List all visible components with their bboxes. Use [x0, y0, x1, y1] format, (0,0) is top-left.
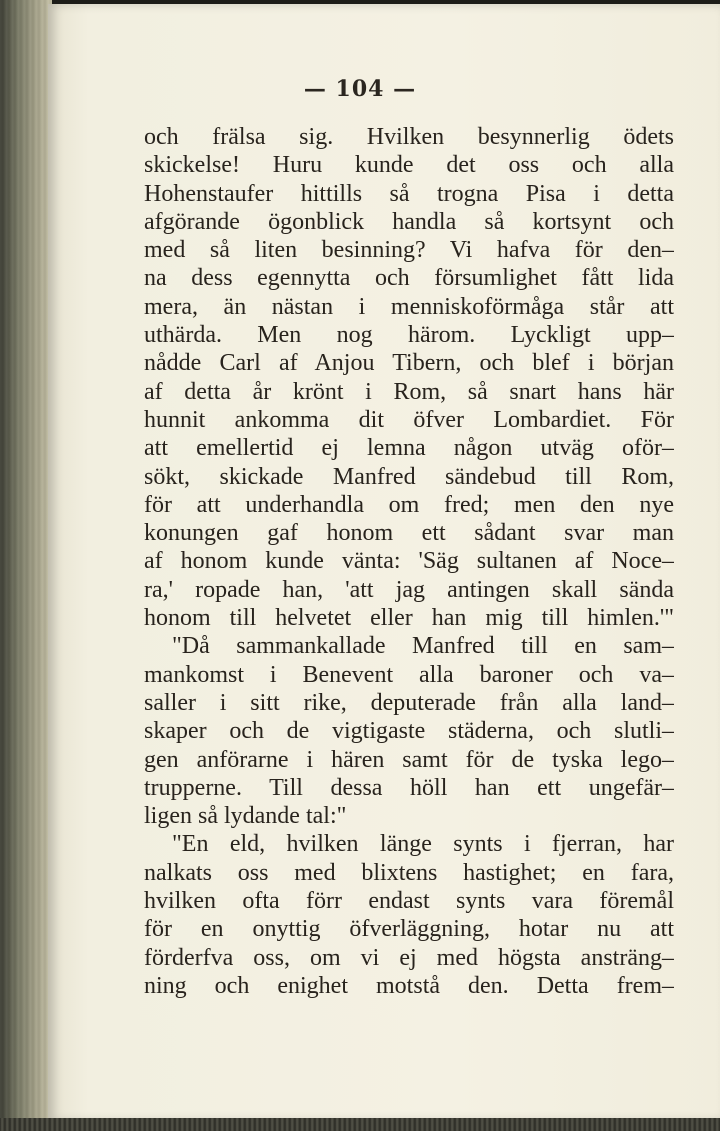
page-number: — 104 — — [303, 76, 417, 102]
text-line: skaper och de vigtigaste städerna, och slutli– — [144, 718, 674, 745]
text-line: na dess egennytta och försumlighet fått lida — [144, 265, 674, 292]
text-line: saller i sitt rike, deputerade från alla land– — [144, 689, 674, 716]
text-line: nådde Carl af Anjou Tibern, och blef i början — [144, 350, 674, 377]
text-line: ra,' ropade han, 'att jag antingen skall sända — [144, 576, 674, 603]
text-line: nalkats oss med blixtens hastighet; en fara, — [144, 859, 674, 886]
text-line: hvilken ofta förr endast synts vara föremål — [144, 888, 674, 915]
text-line: afgörande ögonblick handla så kortsynt och — [144, 208, 674, 235]
text-line: sökt, skickade Manfred sändebud till Rom, — [144, 463, 674, 490]
text-line: för att underhandla om fred; men den nye — [144, 491, 674, 518]
text-line: förderfva oss, om vi ej med högsta ansträng– — [144, 944, 674, 971]
text-line: med så liten besinning? Vi hafva för den– — [144, 237, 674, 264]
text-line: af honom kunde vänta: 'Säg sultanen af Noce– — [144, 548, 674, 575]
text-line: uthärda. Men nog härom. Lyckligt upp– — [144, 322, 674, 349]
text-line: hunnit ankomma dit öfver Lombardiet. För — [144, 406, 674, 433]
book-spine — [0, 0, 52, 1131]
body-text — [144, 123, 674, 1000]
text-line: att emellertid ej lemna någon utväg oför– — [144, 435, 674, 462]
text-line: ning och enighet motstå den. Detta frem– — [144, 972, 674, 999]
text-line: af detta år krönt i Rom, så snart hans här — [144, 378, 674, 405]
text-line: gen anförarne i hären samt för de tyska lego– — [144, 746, 674, 773]
text-line: skickelse! Huru kunde det oss och alla — [144, 152, 674, 179]
text-line: konungen gaf honom ett sådant svar man — [144, 520, 674, 547]
text-line: honom till helvetet eller han mig till himlen.'" — [144, 605, 674, 632]
text-line: för en onyttig öfverläggning, hotar nu att — [144, 916, 674, 943]
text-line: "En eld, hvilken länge synts i fjerran, har — [172, 831, 674, 858]
text-line: trupperne. Till dessa höll han ett ungefär– — [144, 774, 674, 801]
text-line: ligen så lydande tal:" — [144, 803, 347, 830]
text-line: mankomst i Benevent alla baroner och va– — [144, 661, 674, 688]
text-line: "Då sammankallade Manfred till en sam– — [172, 633, 674, 660]
page-bottom-edge — [0, 1118, 720, 1131]
text-line: mera, än nästan i menniskoförmåga står att — [144, 293, 674, 320]
text-line: Hohenstaufer hittills så trogna Pisa i detta — [144, 180, 674, 207]
text-line: och frälsa sig. Hvilken besynnerlig ödets — [144, 124, 674, 150]
